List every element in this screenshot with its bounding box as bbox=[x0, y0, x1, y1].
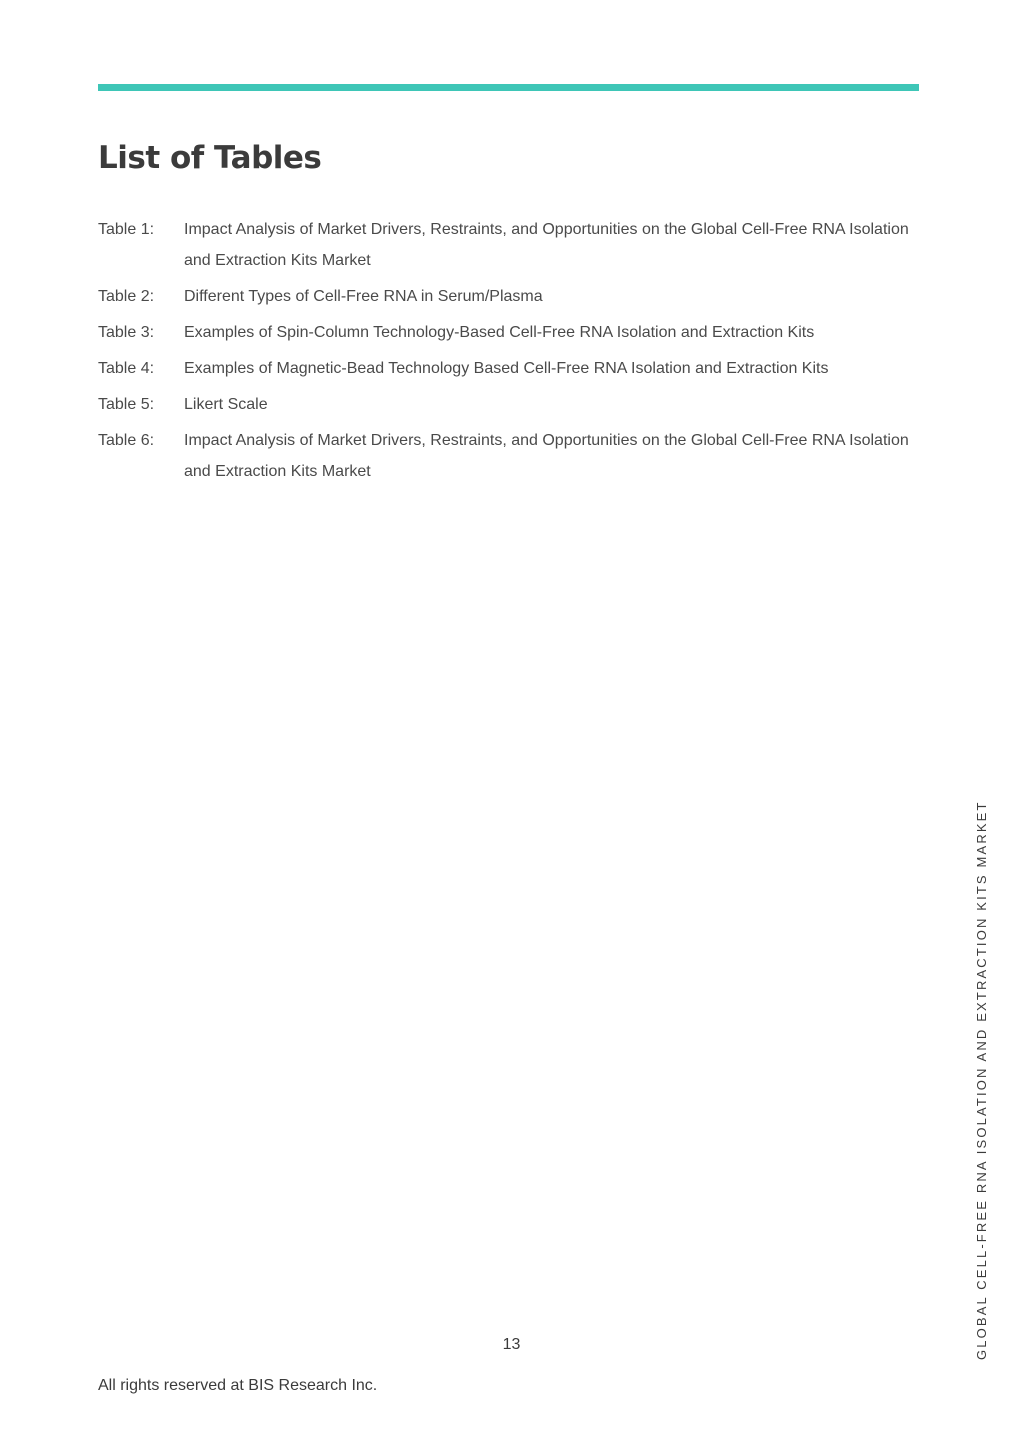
table-entry-label: Table 5: bbox=[98, 396, 155, 413]
table-entry-title: Impact Analysis of Market Drivers, Restraints, and Opportunities on the Global Cell-Free RNA Isolation and Extraction Kits Market bbox=[184, 432, 909, 480]
header-accent-rule bbox=[98, 84, 919, 91]
table-entry-label: Table 6: bbox=[98, 432, 155, 449]
vertical-report-title: GLOBAL CELL-FREE RNA ISOLATION AND EXTRACTION KITS MARKET bbox=[974, 800, 989, 1360]
table-entry-title: Examples of Magnetic-Bead Technology Based Cell-Free RNA Isolation and Extraction Kits bbox=[184, 360, 829, 377]
table-entry-2[interactable] bbox=[98, 281, 918, 312]
table-entry-label: Table 1: bbox=[98, 221, 155, 238]
list-of-tables bbox=[98, 214, 918, 492]
table-entry-label: Table 4: bbox=[98, 360, 155, 377]
page-title: List of Tables bbox=[98, 140, 322, 176]
table-entry-title: Different Types of Cell-Free RNA in Serum/Plasma bbox=[184, 288, 543, 305]
footer-copyright: All rights reserved at BIS Research Inc. bbox=[98, 1377, 378, 1394]
table-entry-title: Examples of Spin-Column Technology-Based Cell-Free RNA Isolation and Extraction Kits bbox=[184, 324, 815, 341]
table-entry-6[interactable] bbox=[98, 425, 918, 487]
table-entry-3[interactable] bbox=[98, 317, 918, 348]
table-entry-title: Likert Scale bbox=[184, 396, 268, 413]
table-entry-5[interactable] bbox=[98, 389, 918, 420]
table-entry-label: Table 2: bbox=[98, 288, 155, 305]
table-entry-label: Table 3: bbox=[98, 324, 155, 341]
table-entry-title: Impact Analysis of Market Drivers, Restraints, and Opportunities on the Global Cell-Free RNA Isolation and Extraction Kits Market bbox=[184, 221, 909, 269]
page-number: 13 bbox=[502, 1336, 521, 1353]
table-entry-1[interactable] bbox=[98, 214, 918, 276]
table-entry-4[interactable] bbox=[98, 353, 918, 384]
